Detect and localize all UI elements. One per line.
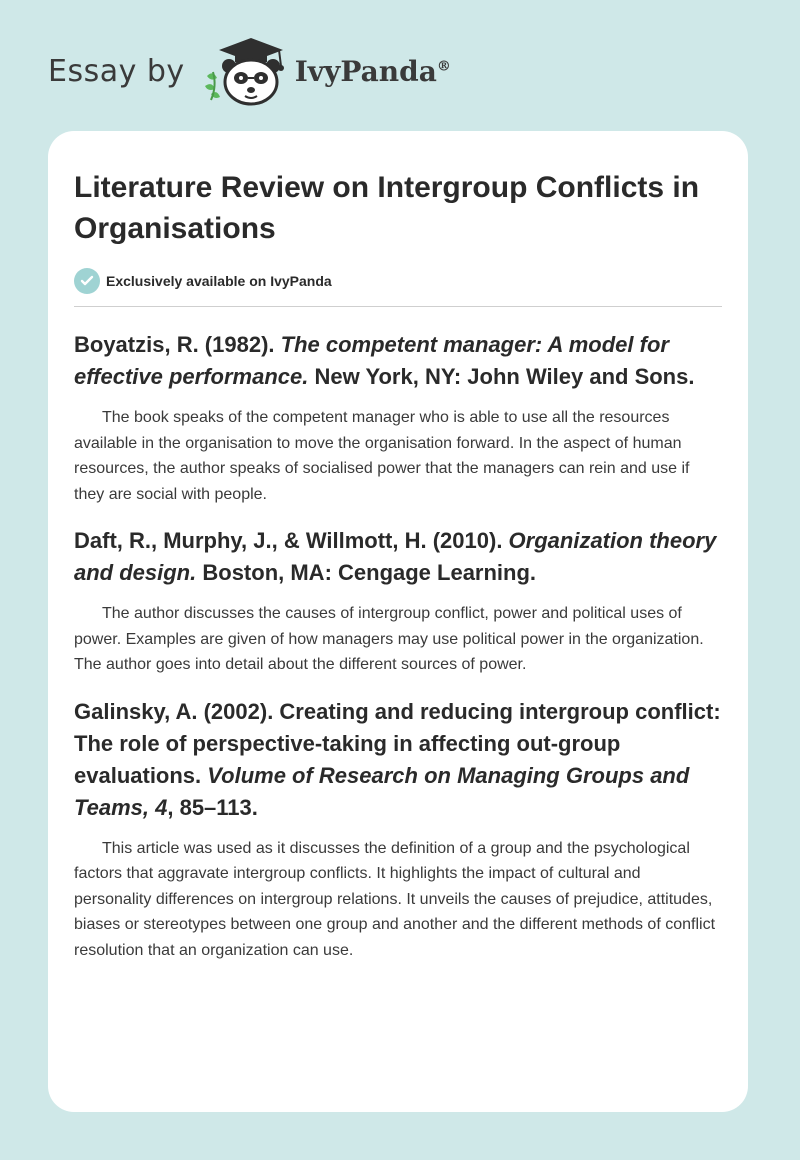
brand-name: IvyPanda® <box>294 54 451 88</box>
reference-entry: Galinsky, A. (2002). Creating and reducing intergroup conflict: The role of perspective-taking in affecting out-group evaluations. Volume of Research on Managing Groups and Teams, 4, 85–113. <box>74 698 721 820</box>
check-icon <box>74 268 100 294</box>
reference-entry: Boyatzis, R. (1982). The competent manager: A model for effective performance. New York, NY: John Wiley and Sons. <box>74 332 695 389</box>
exclusive-label: Exclusively available on IvyPanda <box>106 273 332 289</box>
brand-prefix: Essay by <box>48 53 185 89</box>
panda-logo-icon <box>199 36 291 106</box>
brand-header[interactable] <box>48 36 451 106</box>
article-card <box>48 131 748 1112</box>
annotation-paragraph: This article was used as it discusses the definition of a group and the psychological factors that aggravate intergroup conflicts. It highlights the impact of cultural and personality differences on intergroup relations. It unveils the causes of prejudice, attitudes, biases or stereotypes between one group and another and the different methods of conflict resolution that an organization can use. <box>74 839 716 959</box>
annotation-paragraph: The author discusses the causes of intergroup conflict, power and political uses of power. Examples are given of how managers may use political power in the organization. The author goes into detail about the different sources of power. <box>74 605 704 673</box>
reference-entry: Daft, R., Murphy, J., & Willmott, H. (2010). Organization theory and design. Boston, MA: Cengage Learning. <box>74 528 717 585</box>
annotation-paragraph: The book speaks of the competent manager who is able to use all the resources available in the organisation to move the organisation forward. In the aspect of human resources, the author speaks of socialised power that the managers can rein and use if they are social with people. <box>74 409 690 503</box>
divider <box>74 306 722 307</box>
registered-mark: ® <box>436 58 451 75</box>
exclusive-badge <box>74 267 722 295</box>
page-title: Literature Review on Intergroup Conflicts in Organisations <box>74 171 700 245</box>
